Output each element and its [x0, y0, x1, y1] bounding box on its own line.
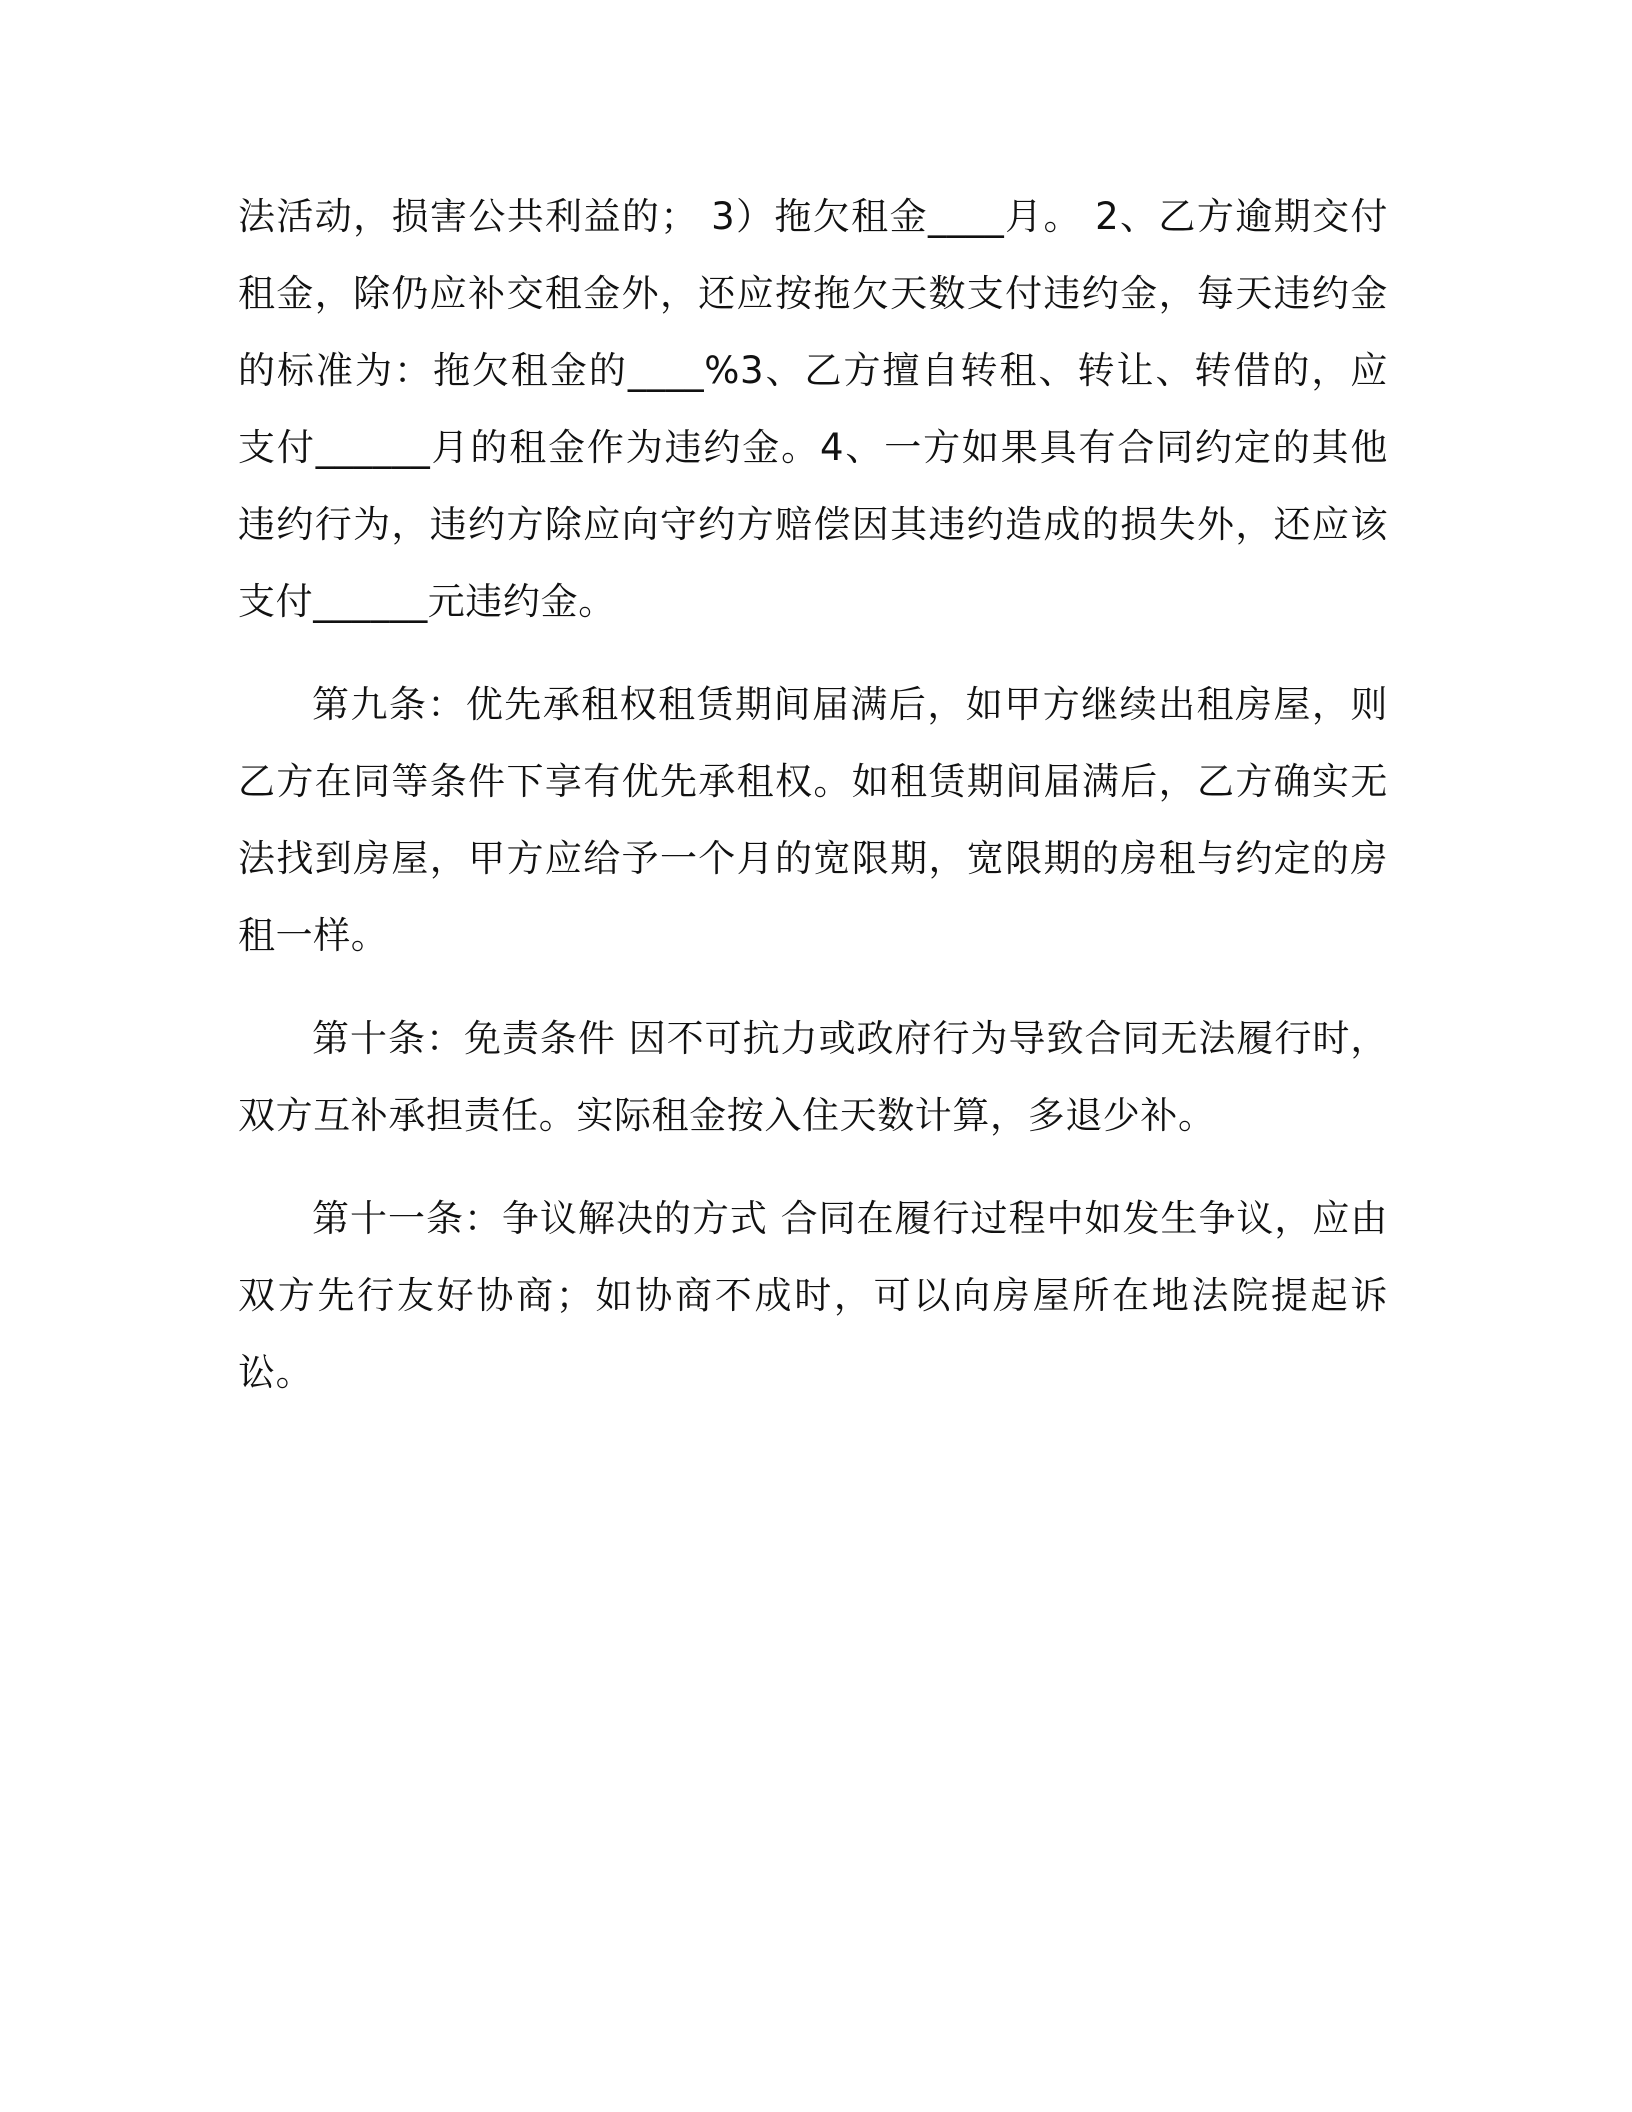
paragraph-article-9: 第九条：优先承租权租赁期间届满后，如甲方继续出租房屋，则乙方在同等条件下享有优先承租权。如租赁期间届满后，乙方确实无法找到房屋，甲方应给予一个月的宽限期，宽限期的房租与约定的房租一样。	[238, 683, 1388, 957]
document-body	[238, 178, 1388, 1437]
paragraph-breach-clauses: 法活动，损害公共利益的； 3）拖欠租金____月。 2、乙方逾期交付租金，除仍应补交租金外，还应按拖欠天数支付违约金，每天违约金的标准为：拖欠租金的____%3、乙方擅自转租、转让、转借的，应支付______月的租金作为违约金。4、一方如果具有合同约定的其他违约行为，违约方除应向守约方赔偿因其违约造成的损失外，还应该支付______元违约金。	[238, 195, 1388, 623]
paragraph-article-11: 第十一条：争议解决的方式 合同在履行过程中如发生争议，应由双方先行友好协商；如协商不成时，可以向房屋所在地法院提起诉讼。	[238, 1197, 1388, 1394]
paragraph-article-10: 第十条：免责条件 因不可抗力或政府行为导致合同无法履行时，双方互补承担责任。实际租金按入住天数计算，多退少补。	[238, 1017, 1388, 1137]
